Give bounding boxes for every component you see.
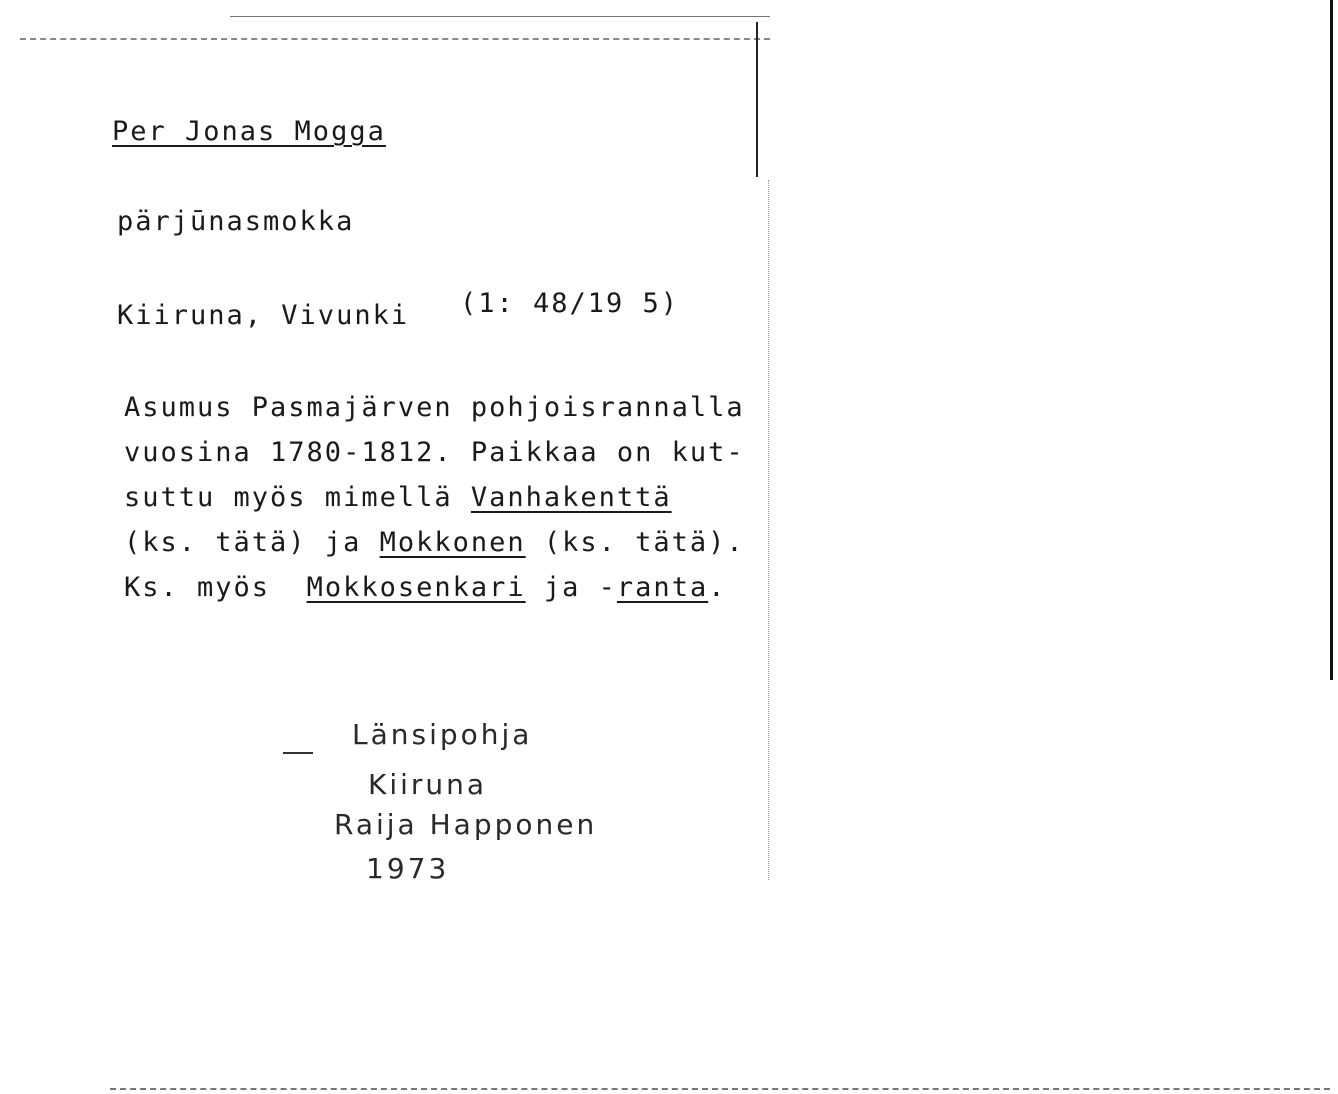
- card-right-edge: [756, 22, 758, 177]
- stamp-place: Kiiruna: [368, 768, 488, 801]
- description-line-5-mid: ja -: [525, 572, 617, 603]
- card-right-edge-dotted: [768, 180, 769, 880]
- description-line-5-text: Ks. myös: [124, 572, 307, 603]
- entry-form: pärjūnasmokka: [117, 206, 355, 237]
- crossref-mokkonen: Mokkonen: [379, 527, 526, 558]
- stamp-year: 1973: [366, 852, 450, 885]
- stamp-dash: [283, 752, 313, 754]
- scan-far-right-edge: [1330, 0, 1333, 680]
- crossref-mokkosenkari: Mokkosenkari: [306, 572, 526, 603]
- crossref-ranta: ranta: [616, 572, 709, 603]
- entry-map-ref: (1: 48/19 5): [460, 288, 680, 319]
- entry-location: Kiiruna, Vivunki: [117, 300, 410, 331]
- description-line-1: Asumus Pasmajärven pohjoisrannalla: [124, 392, 745, 423]
- scan-edge-top-dashed: [20, 38, 770, 40]
- description-line-5-end: .: [708, 572, 727, 603]
- description-line-5: [124, 572, 726, 603]
- description-line-4: [124, 527, 745, 558]
- description-line-2: vuosina 1780-1812. Paikkaa on kut-: [124, 437, 745, 468]
- description-line-4-tail: (ks. tätä).: [525, 527, 745, 558]
- heading-name: Per Jonas Mogga: [112, 116, 386, 147]
- scan-edge-bottom: [110, 1088, 1330, 1090]
- stamp-collector: Raija Happonen: [334, 808, 598, 841]
- crossref-vanhakentta: Vanhakenttä: [470, 482, 672, 513]
- description-line-3: [124, 482, 672, 513]
- description-line-3-text: suttu myös mimellä: [124, 482, 471, 513]
- description-line-4-text: (ks. tätä) ja: [124, 527, 380, 558]
- scan-edge-top: [230, 16, 770, 17]
- stamp-region: Länsipohja: [352, 718, 533, 751]
